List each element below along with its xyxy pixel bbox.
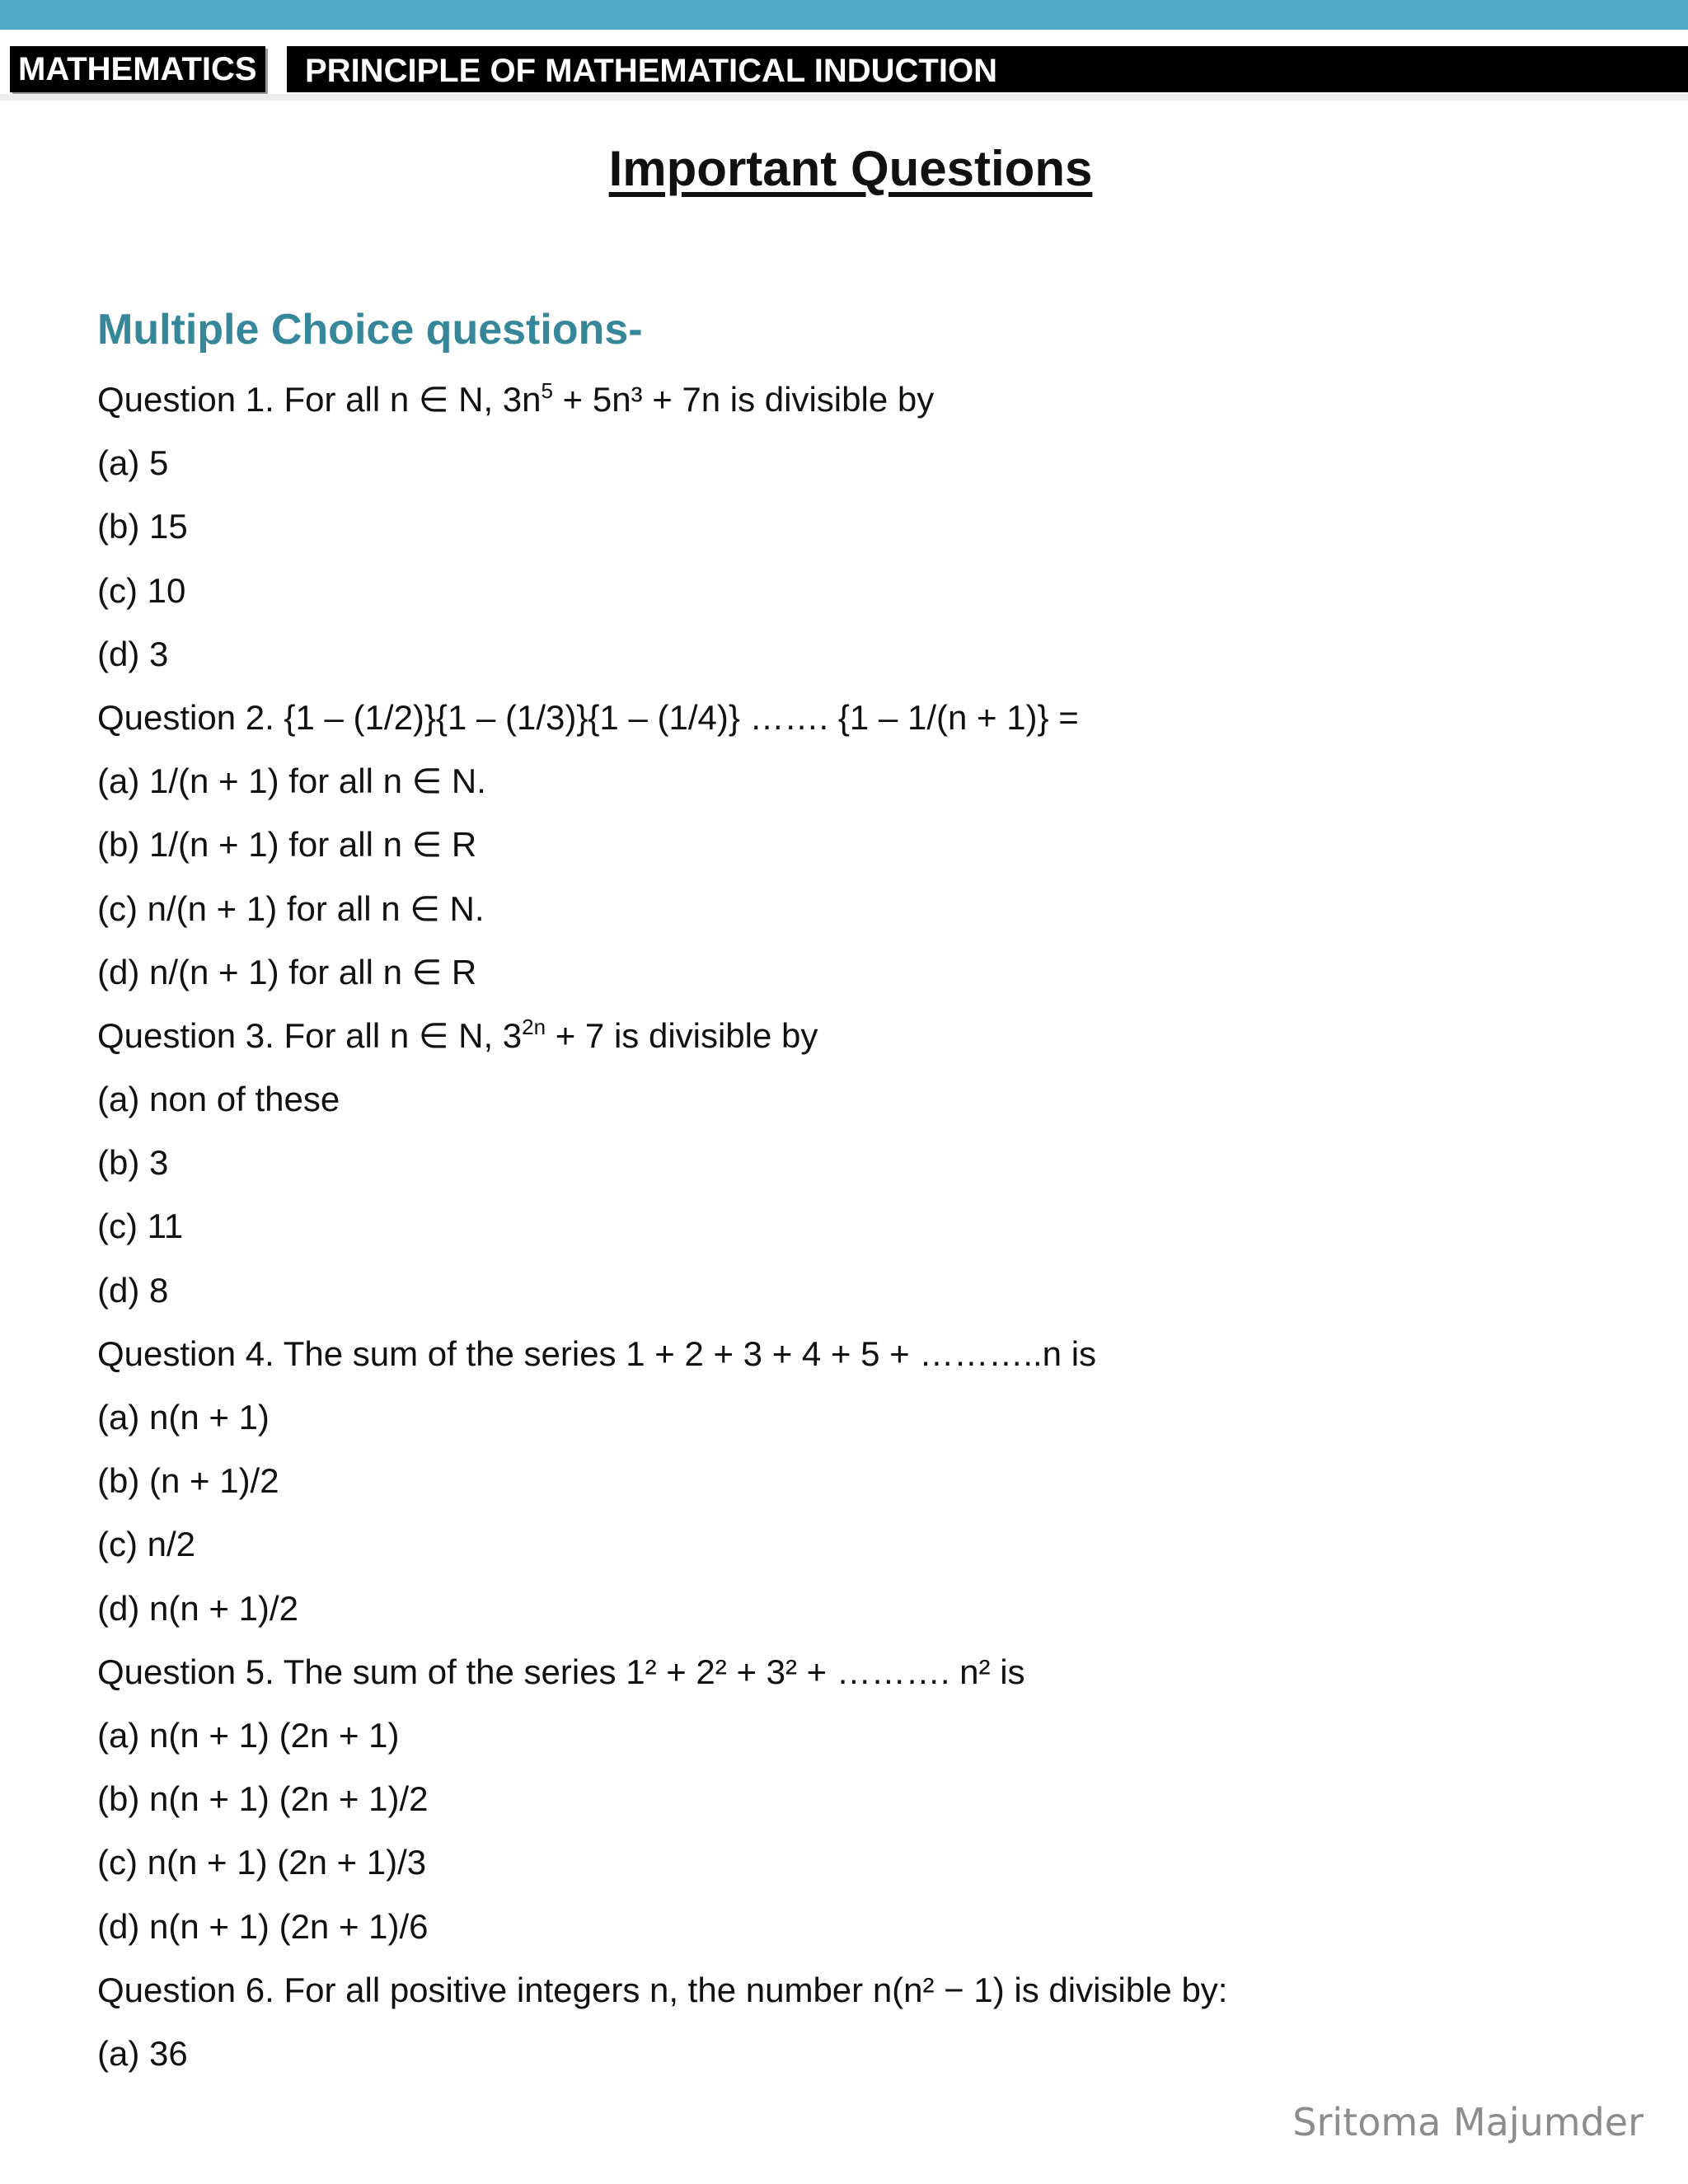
option: (c) 11 [97,1207,184,1246]
option: (b) n(n + 1) (2n + 1)/2 [97,1779,429,1819]
question-3 [97,1011,1647,1075]
section-heading: Multiple Choice questions- [97,306,643,354]
chapter-title: PRINCIPLE OF MATHEMATICAL INDUCTION [287,46,1688,92]
page-title: Important Questions [608,141,1093,196]
top-accent-bar [0,0,1688,30]
question-1 [97,375,1647,438]
option: (c) n/2 [97,1525,196,1564]
option: (d) n/(n + 1) for all n ∈ R [97,952,477,991]
question-text: + 7 is divisible by [546,1015,818,1055]
author-watermark: Sritoma Majumder [1292,2100,1643,2144]
option: (c) n/(n + 1) for all n ∈ N. [97,888,485,928]
question-6: Question 6. For all positive integers n, the number n(n² − 1) is divisible by: [97,1970,1228,2009]
option: (a) 1/(n + 1) for all n ∈ N. [97,762,486,801]
question-list [97,375,1647,2093]
option: (b) 1/(n + 1) for all n ∈ R [97,825,477,865]
option: (b) 3 [97,1143,169,1183]
header-bar [0,46,1688,94]
question-2: Question 2. {1 – (1/2)}{1 – (1/3)}{1 – (1/4)} ……. {1 – 1/(n + 1)} = [97,697,1079,737]
exponent: 2n [522,1014,546,1039]
question-text: Question 3. For all n ∈ N, 3 [97,1015,523,1055]
option: (d) n(n + 1)/2 [97,1588,298,1628]
option: (a) n(n + 1) [97,1398,270,1436]
option: (a) 5 [97,443,169,483]
option: (c) n(n + 1) (2n + 1)/3 [97,1843,427,1882]
option: (a) n(n + 1) (2n + 1) [97,1715,400,1755]
option: (d) 8 [97,1270,169,1310]
exponent: 5 [541,378,553,403]
question-5: Question 5. The sum of the series 1² + 2² + 3² + ………. n² is [97,1652,1025,1691]
subject-label: MATHEMATICS [10,46,265,92]
option: (b) (n + 1)/2 [97,1461,279,1501]
question-4: Question 4. The sum of the series 1 + 2 + 3 + 4 + 5 + ………..n is [97,1333,1097,1373]
question-text: + 5n³ + 7n is divisible by [552,380,935,419]
option: (a) non of these [97,1080,340,1119]
option: (c) 10 [97,570,186,610]
option: (d) n(n + 1) (2n + 1)/6 [97,1906,429,1946]
header-divider [0,94,1688,101]
option: (a) 36 [97,2033,188,2073]
option: (d) 3 [97,634,169,673]
option: (b) 15 [97,507,188,546]
question-text: Question 1. For all n ∈ N, 3n [97,380,542,419]
